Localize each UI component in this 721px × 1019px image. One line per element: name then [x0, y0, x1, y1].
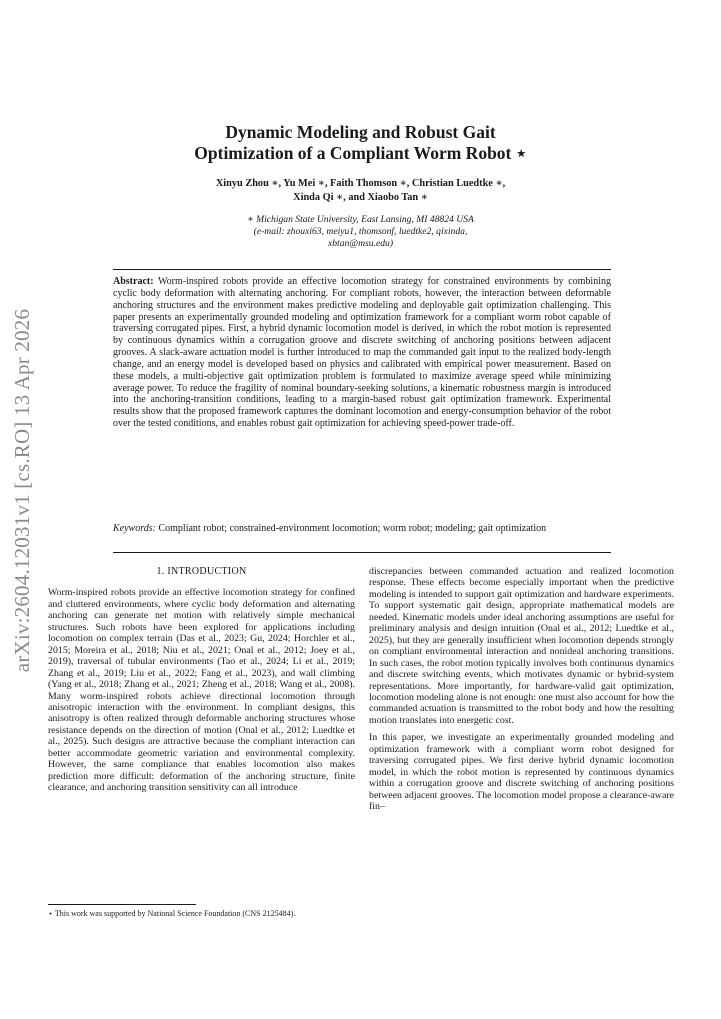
- right-column: [369, 566, 674, 813]
- author-line-1: Xinyu Zhou ∗, Yu Mei ∗, Faith Thomson ∗, Christian Luedtke ∗,: [215, 178, 506, 189]
- affiliation: [100, 214, 621, 251]
- keywords: [113, 523, 611, 535]
- footnote-rule: [48, 904, 196, 905]
- author-list: [100, 177, 621, 204]
- paper-title-line-1: Dynamic Modeling and Robust Gait: [225, 122, 496, 142]
- affiliation-line-1: ∗ Michigan State University, East Lansing, MI 48824 USA: [247, 214, 474, 225]
- paper-title: [100, 122, 621, 164]
- abstract-label: Abstract:: [113, 276, 154, 287]
- keywords-label: Keywords:: [113, 523, 156, 534]
- intro-paragraph-1: Worm-inspired robots provide an effective locomotion strategy for confined and cluttered environments, where cyclic body deformation and alternating anchoring can generate net motion with relatively simple mechanical structures. Such robots have been explored for applications including locomotion on complex terrain (Das et al., 2023; Gu, 2024; Horchler et al., 2015; Moreira et al., 2018; Niu et al., 2021; Onal et al., 2012; Joey et al., 2019), traversal of tubular environments (Tao et al., 2024; Li et al., 2019; Zhang et al., 2019; Liu et al., 2022; Fang et al., 2023), and wall climbing (Yang et al., 2018; Zhang et al., 2021; Zheng et al., 2018; Wang et al., 2008). Many worm-inspired robots achieve directional locomotion through anisotropic interaction with the environment. In compliant designs, this anisotropy is often realized through deformable anchoring structures whose resistance depends on the direction of motion (Onal et al., 2012; Luedtke et al., 2025). Such designs are attractive because the compliant interaction can better accommodate geometric variation and environmental complexity. However, the same compliance that enables locomotion also makes prediction more difficult: deformation of the anchoring structure, finite clearance, and anchoring transition sensitivity can all introduce: [48, 587, 355, 794]
- abstract-text: Worm-inspired robots provide an effective locomotion strategy for constrained environments by combining cyclic body deformation with alternating anchoring. For compliant robots, however, the interaction between deformable anchoring structures and the environment makes predictive modeling and deployable gait optimization challenging. This paper presents an experimentally grounded modeling and optimization framework for a compliant worm robot capable of traversing corrugated pipes. First, a hybrid dynamic locomotion model is derived, in which the robot motion is represented by continuous dynamics within a corrugation groove and discrete switching of anchoring positions between adjacent grooves. A slack-aware actuation model is further introduced to map the commanded gait input to the realized body-length change, and an energy model is developed based on physics and calibrated with empirical power measurement. Based on these models, a multi-objective gait optimization problem is formulated to maximize average speed while minimizing average power. To reduce the fragility of nominal boundary-seeking solutions, a kinematic robustness margin is introduced into the anchoring-transition conditions, leading to a margin-based robust gait optimization framework. Experimental results show that the proposed framework captures the dominant locomotion and energy-consumption behavior of the robot over the tested conditions, and enables robust gait optimization for achieving speed-power trade-off.: [113, 276, 611, 430]
- abstract-bottom-rule: [113, 552, 611, 553]
- affiliation-line-2: (e-mail: zhouxi63, meiyu1, thomsonf, luedtke2, qixinda,: [253, 226, 468, 238]
- arxiv-identifier-text: arXiv:2604.12031v1 [cs.RO] 13 Apr 2026: [10, 308, 35, 672]
- section-heading: 1. INTRODUCTION: [156, 566, 247, 577]
- intro-paragraph-2: discrepancies between commanded actuation and realized locomotion response. These effects become especially important when the predictive modeling is intended to support gait optimization and hardware experiments. To support systematic gait design, appropriate mathematical models are needed. Kinematic models under ideal anchoring assumptions are useful for preliminary analysis and design intuition (Onal et al., 2012; Luedtke et al., 2025), but they are generally insufficient when locomotion depends strongly on compliant environmental interaction and nonideal anchoring transitions. In such cases, the robot motion typically involves both continuous dynamics and discrete switching events, which motivates dynamic or hybrid-system representations. More importantly, for hardware-valid gait optimization, locomotion modeling alone is not enough: one must also account for how the commanded actuation is transmitted to the robot body and how the resulting motion translates into energetic cost.: [369, 566, 674, 726]
- paper-title-line-2: Optimization of a Compliant Worm Robot ⋆: [194, 143, 527, 163]
- keywords-text: Compliant robot; constrained-environment locomotion; worm robot; modeling; gait optimization: [158, 523, 547, 534]
- funding-footnote: ⋆ This work was supported by National Science Foundation (CNS 2125484).: [48, 909, 296, 918]
- left-column: [48, 566, 355, 794]
- title-block: [100, 122, 621, 251]
- affiliation-line-3: xbtan@msu.edu): [327, 238, 394, 250]
- author-line-2: Xinda Qi ∗, and Xiaobo Tan ∗: [293, 191, 428, 203]
- abstract-top-rule: [113, 269, 611, 270]
- arxiv-identifier-stamp: [8, 295, 38, 685]
- intro-paragraph-3: In this paper, we investigate an experimentally grounded modeling and optimization framework with a compliant worm robot designed for traversing corrugated pipes. We first derive hybrid dynamic locomotion model, in which the robot motion is represented by continuous dynamics within a corrugation groove and discrete switching of anchoring positions between adjacent grooves. The locomotion model propose a clearance-aware fin–: [369, 732, 674, 813]
- abstract: [113, 276, 611, 430]
